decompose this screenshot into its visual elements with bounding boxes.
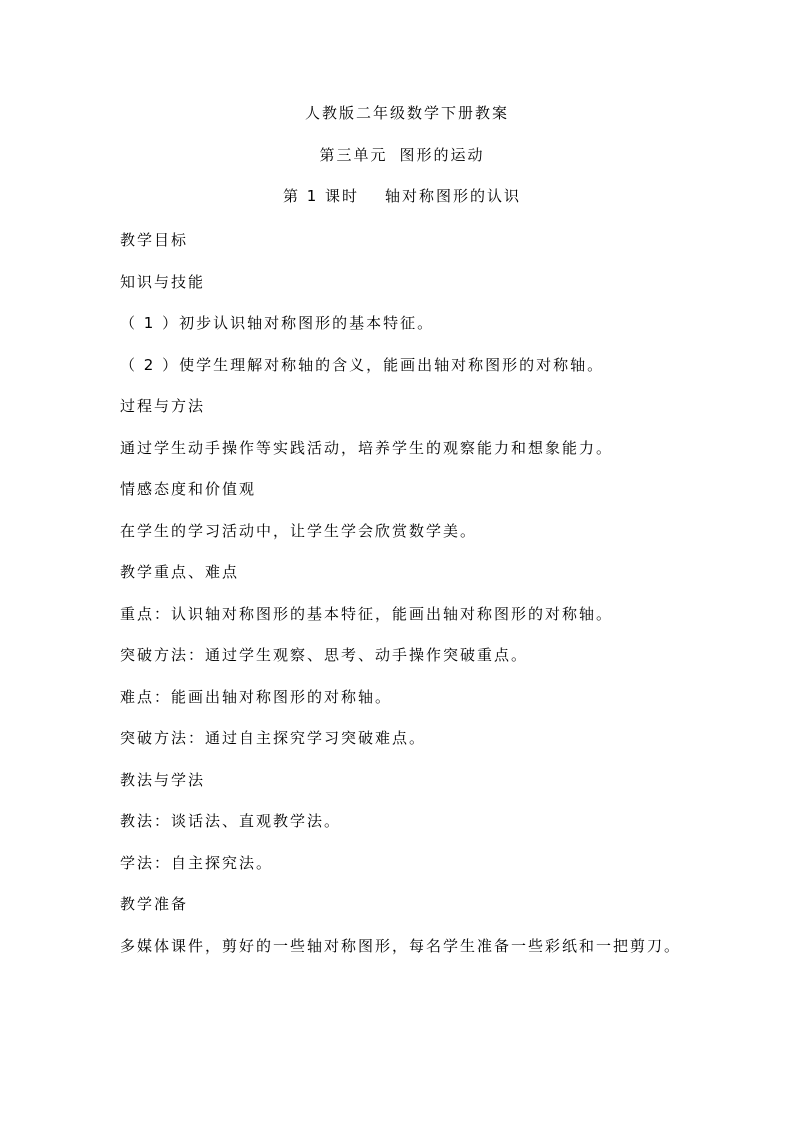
lesson-number: 第 1 课时	[282, 187, 360, 205]
process-method-text: 通过学生动手操作等实践活动，培养学生的观察能力和想象能力。	[120, 438, 614, 457]
unit-heading	[10, 145, 794, 165]
teaching-method-text: 教法：谈话法、直观教学法。	[120, 812, 342, 830]
lesson-body	[120, 228, 700, 967]
difficult-point-method: 突破方法：通过自主探究学习突破难点。	[120, 729, 427, 747]
key-point-text: 重点：认识轴对称图形的基本特征，能画出轴对称图形的对称轴。	[120, 604, 614, 623]
goal-item-2: （ 2 ）使学生理解对称轴的含义，能画出轴对称图形的对称轴。	[120, 355, 605, 374]
goal-item-1: （ 1 ）初步认识轴对称图形的基本特征。	[120, 314, 435, 332]
section-heading-teaching-goals: 教学目标	[120, 231, 189, 249]
learning-method-text: 学法：自主探究法。	[120, 853, 274, 872]
title-block	[0, 103, 794, 206]
subheading-knowledge-skills: 知识与技能	[120, 272, 206, 291]
book-title: 人教版二年级数学下册教案	[304, 104, 509, 122]
subheading-attitude-values: 情感态度和价值观	[120, 480, 257, 498]
unit-number: 第三单元	[319, 146, 388, 164]
lesson-heading	[10, 186, 794, 206]
section-heading-preparation: 教学准备	[120, 895, 189, 913]
difficult-point-text: 难点：能画出轴对称图形的对称轴。	[120, 687, 393, 706]
section-heading-teaching-learning-methods: 教法与学法	[120, 770, 206, 789]
subheading-process-method: 过程与方法	[120, 397, 206, 415]
key-point-method: 突破方法：通过学生观察、思考、动手操作突破重点。	[120, 646, 529, 664]
unit-name: 图形的运动	[399, 146, 485, 164]
preparation-text: 多媒体课件，剪好的一些轴对称图形，每名学生准备一些彩纸和一把剪刀。	[120, 936, 682, 955]
attitude-values-text: 在学生的学习活动中，让学生学会欣赏数学美。	[120, 521, 478, 540]
section-heading-key-difficult: 教学重点、难点	[120, 563, 240, 581]
lesson-name: 轴对称图形的认识	[385, 187, 522, 205]
